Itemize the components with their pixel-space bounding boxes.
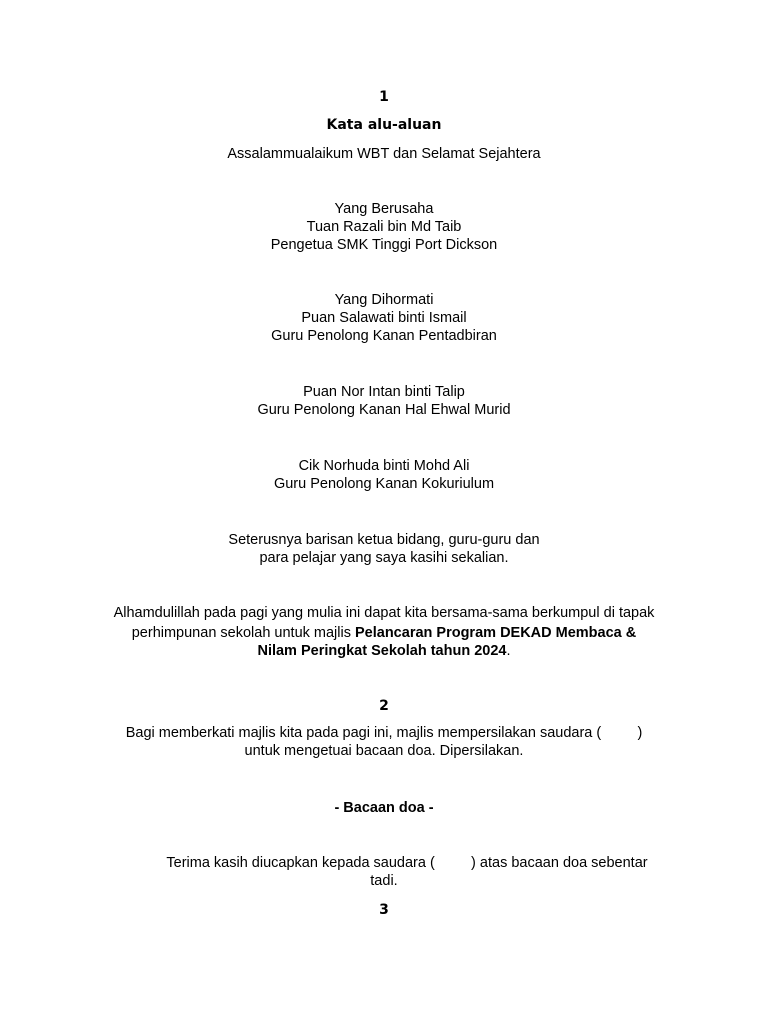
intro-text: .: [506, 643, 511, 659]
addressee-line: Tuan Razali bin Md Taib: [306, 219, 462, 235]
thanks-line: tadi.: [370, 873, 398, 889]
thanks-line: Terima kasih diucapkan kepada saudara ( ) atas bacaan doa sebentar: [166, 855, 648, 871]
others-line: para pelajar yang saya kasihi sekalian.: [259, 550, 509, 566]
greeting-text: Assalammualaikum WBT dan Selamat Sejahtera: [227, 146, 541, 162]
program-name: Nilam Peringkat Sekolah tahun 2024: [257, 643, 507, 659]
prayer-label: - Bacaan doa -: [334, 800, 434, 816]
program-name: Pelancaran Program DEKAD Membaca &: [355, 625, 637, 641]
intro-text: perhimpunan sekolah untuk majlis: [131, 625, 355, 641]
intro-line: Alhamdulillah pada pagi yang mulia ini dapat kita bersama-sama berkumpul di tapak: [113, 605, 655, 621]
addressee-line: Cik Norhuda binti Mohd Ali: [298, 458, 470, 474]
addressee-line: Yang Berusaha: [334, 201, 434, 217]
addressee-line: Guru Penolong Kanan Hal Ehwal Murid: [257, 402, 511, 418]
addressee-line: Guru Penolong Kanan Kokuriulum: [273, 476, 495, 492]
addressee-line: Yang Dihormati: [334, 292, 434, 308]
section-number: 1: [379, 89, 389, 105]
intro-line: [0, 642, 768, 660]
addressee-line: Puan Nor Intan binti Talip: [303, 384, 465, 400]
invite-line: Bagi memberkati majlis kita pada pagi ini, majlis mempersilakan saudara ( ): [125, 725, 643, 741]
section-number: 2: [379, 698, 389, 714]
invite-line: untuk mengetuai bacaan doa. Dipersilakan.: [244, 743, 524, 759]
section-title: Kata alu-aluan: [326, 117, 442, 133]
others-line: Seterusnya barisan ketua bidang, guru-guru dan: [228, 532, 540, 548]
intro-line: [0, 624, 768, 642]
section-number: 3: [379, 902, 389, 918]
addressee-line: Puan Salawati binti Ismail: [301, 310, 467, 326]
addressee-line: Guru Penolong Kanan Pentadbiran: [271, 328, 497, 344]
addressee-line: Pengetua SMK Tinggi Port Dickson: [270, 237, 498, 253]
